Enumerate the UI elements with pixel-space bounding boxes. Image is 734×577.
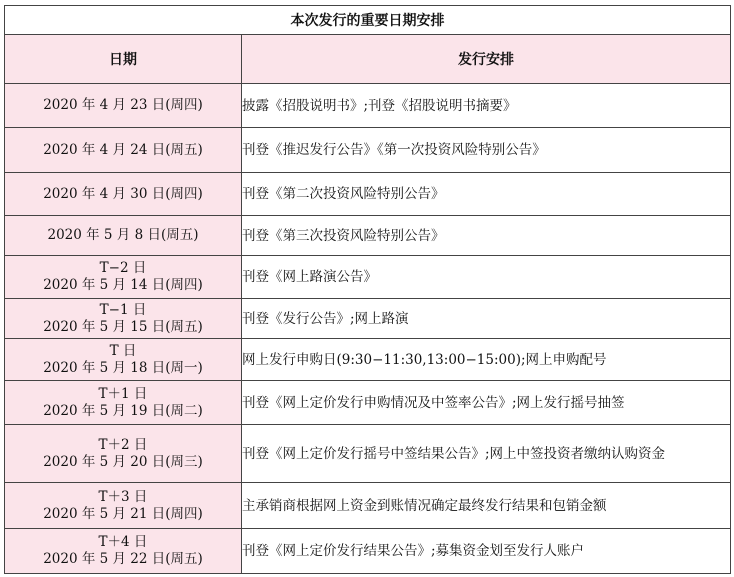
date-label: 2020 年 5 月 14 日(周四) <box>43 277 203 293</box>
date-label: 2020 年 5 月 15 日(周五) <box>43 318 203 335</box>
table-title: 本次发行的重要日期安排 <box>5 6 731 35</box>
plan-cell: 刊登《发行公告》;网上路演 <box>242 299 731 339</box>
table-row <box>5 173 731 216</box>
date-cell <box>5 529 242 574</box>
table-row <box>5 529 731 574</box>
table-row <box>5 381 731 425</box>
t-day-label: T＋4 日 <box>98 534 148 550</box>
plan-cell: 刊登《第三次投资风险特别公告》 <box>242 216 731 256</box>
table-row <box>5 425 731 483</box>
t-day-label: T−1 日 <box>99 301 147 318</box>
table-row <box>5 84 731 128</box>
plan-cell: 刊登《网上定价发行结果公告》;募集资金划至发行人账户 <box>242 529 731 574</box>
date-label: 2020 年 4 月 23 日(周四) <box>43 97 203 113</box>
table-row <box>5 299 731 339</box>
table-row <box>5 128 731 173</box>
table-body <box>5 84 731 574</box>
schedule-table <box>4 5 731 574</box>
date-label: 2020 年 5 月 18 日(周一) <box>43 359 203 376</box>
table-row <box>5 216 731 256</box>
header-plan: 发行安排 <box>242 35 731 84</box>
date-cell <box>5 173 242 216</box>
date-cell <box>5 216 242 256</box>
date-label: 2020 年 4 月 30 日(周四) <box>43 185 203 202</box>
t-day-label: T−2 日 <box>99 260 147 276</box>
t-day-label: T＋2 日 <box>98 436 148 453</box>
date-label: 2020 年 5 月 20 日(周三) <box>43 453 203 470</box>
plan-cell: 主承销商根据网上资金到账情况确定最终发行结果和包销金额 <box>242 483 731 529</box>
plan-cell: 网上发行申购日(9:30−11:30,13:00−15:00);网上申购配号 <box>242 339 731 381</box>
table-row <box>5 256 731 299</box>
date-cell <box>5 425 242 483</box>
date-label: 2020 年 5 月 8 日(周五) <box>47 227 199 243</box>
t-day-label: T＋1 日 <box>98 385 148 402</box>
t-day-label: T 日 <box>109 342 137 359</box>
date-cell <box>5 299 242 339</box>
date-cell <box>5 381 242 425</box>
date-label: 2020 年 5 月 22 日(周五) <box>43 551 203 567</box>
plan-cell: 披露《招股说明书》;刊登《招股说明书摘要》 <box>242 84 731 128</box>
header-date: 日期 <box>5 35 242 84</box>
date-cell <box>5 128 242 173</box>
date-cell <box>5 339 242 381</box>
t-day-label: T＋3 日 <box>98 488 148 505</box>
date-cell <box>5 256 242 299</box>
table-row <box>5 483 731 529</box>
plan-cell: 刊登《网上定价发行摇号中签结果公告》;网上中签投资者缴纳认购资金 <box>242 425 731 483</box>
date-label: 2020 年 4 月 24 日(周五) <box>43 141 203 158</box>
plan-cell: 刊登《第二次投资风险特别公告》 <box>242 173 731 216</box>
plan-cell: 刊登《网上定价发行申购情况及中签率公告》;网上发行摇号抽签 <box>242 381 731 425</box>
date-cell <box>5 84 242 128</box>
table-row <box>5 339 731 381</box>
date-label: 2020 年 5 月 19 日(周二) <box>43 402 203 419</box>
title-row <box>5 6 731 35</box>
plan-cell: 刊登《网上路演公告》 <box>242 256 731 299</box>
plan-cell: 刊登《推迟发行公告》《第一次投资风险特别公告》 <box>242 128 731 173</box>
date-label: 2020 年 5 月 21 日(周四) <box>43 505 203 522</box>
header-row <box>5 35 731 84</box>
date-cell <box>5 483 242 529</box>
